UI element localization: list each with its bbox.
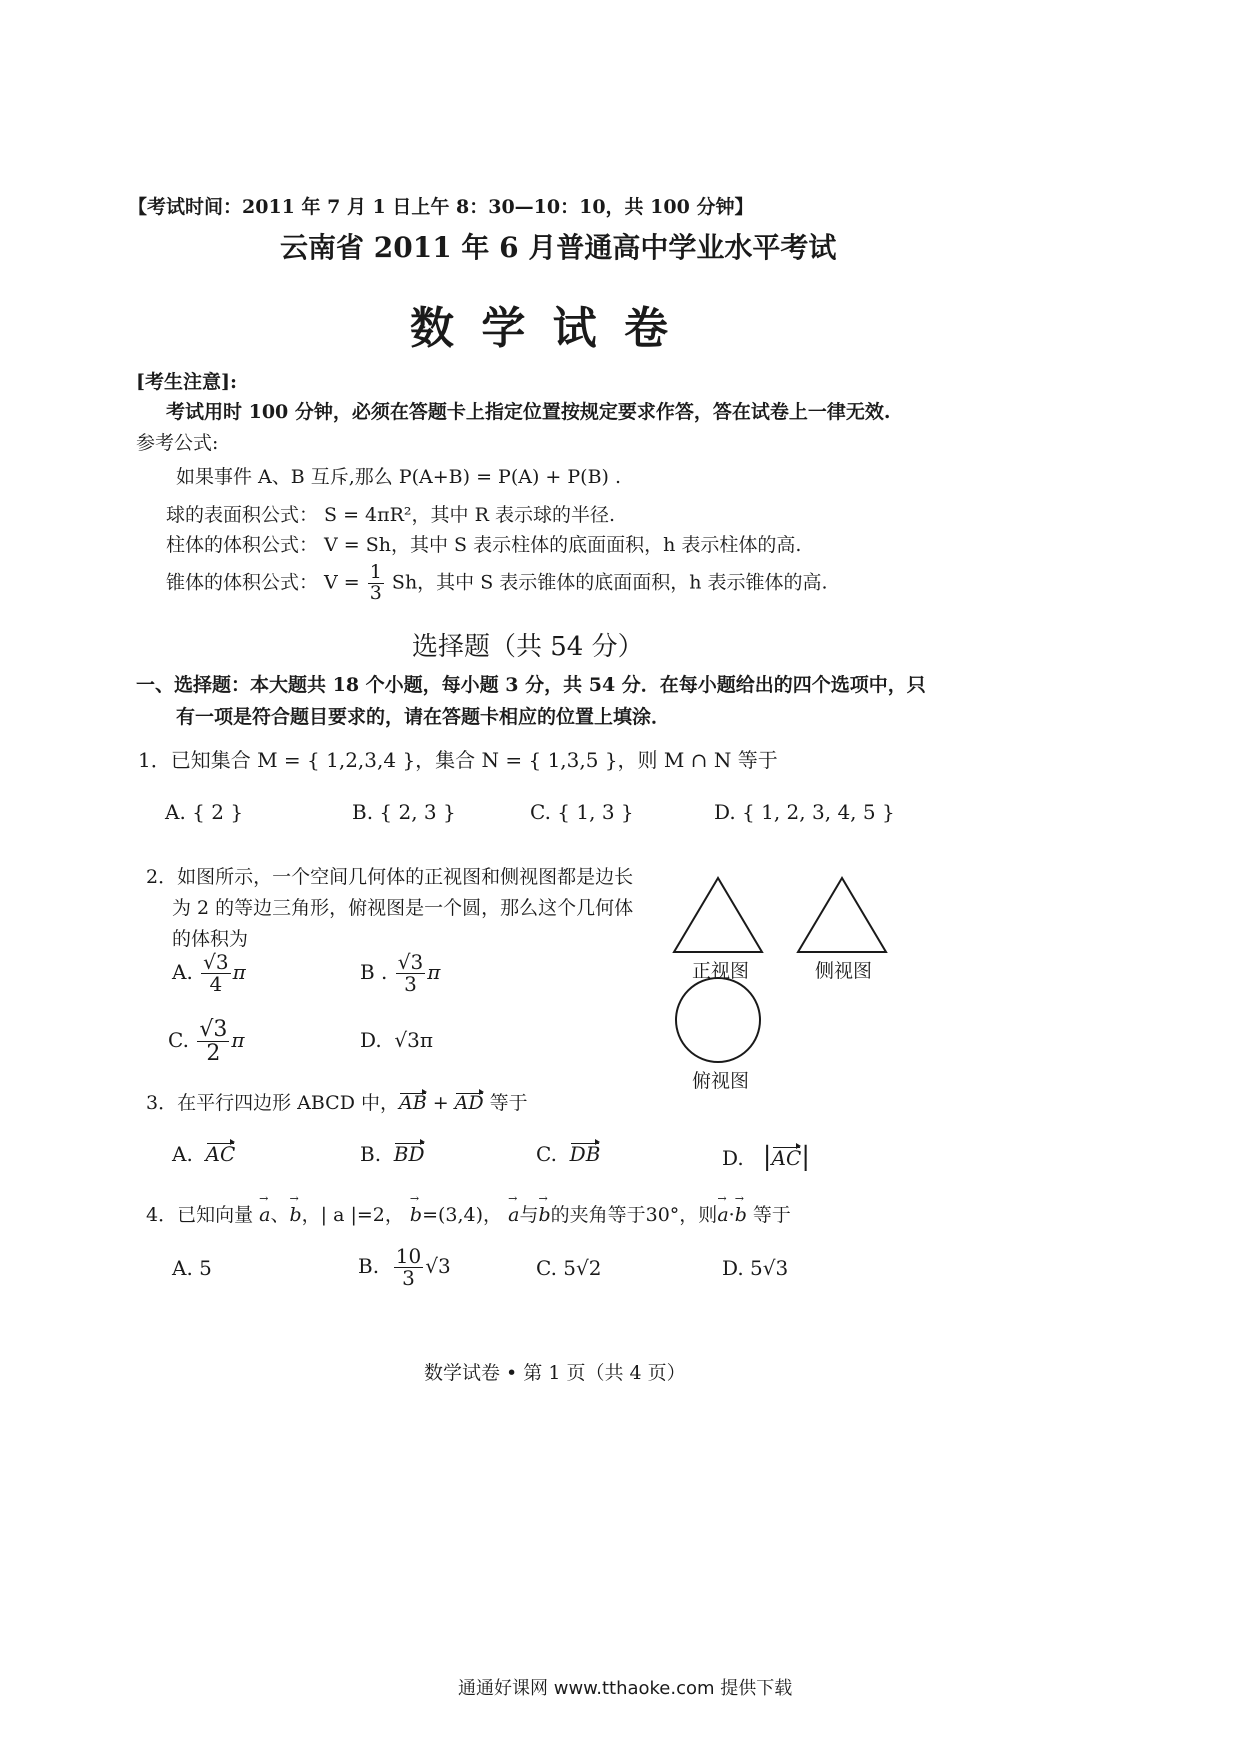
exam-time: 【考试时间：2011 年 7 月 1 日上午 8：30—10：10，共 100 分钟】 xyxy=(128,196,754,218)
formula-mutually-exclusive: 如果事件 A、B 互斥,那么 P(A+B) = P(A) + P(B) . xyxy=(176,466,622,488)
subject-title: 数 学 试 卷 xyxy=(410,303,674,354)
q3-stem: 3．在平行四边形 ABCD 中，AB + AD 等于 xyxy=(146,1092,528,1114)
section-instruction-2: 有一项是符合题目要求的，请在答题卡相应的位置上填涂． xyxy=(176,706,671,728)
q2-option-d: D. √3π xyxy=(360,1028,434,1052)
q2-option-b: B . $\frac{√3}{3}$ π xyxy=(360,950,441,996)
q3-option-b: B. BD xyxy=(360,1142,425,1166)
q1-stem: 1．已知集合 M = { 1,2,3,4 }，集合 N = { 1,3,5 }，则 M ∩ N 等于 xyxy=(138,748,778,772)
q4-stem: 4．已知向量 → a、→ b，| a |=2， → b=(3,4)， → a与→ b的夹角等于30°，则→ a·→ b 等于 xyxy=(146,1200,791,1227)
exam-title: 云南省 2011 年 6 月普通高中学业水平考试 xyxy=(280,231,837,264)
q1-option-c: C. { 1, 3 } xyxy=(530,800,634,824)
formula-label: 参考公式: xyxy=(136,432,219,454)
q4-option-b: B. $\frac{10}{3}$ √3 xyxy=(358,1244,451,1290)
q3-option-a: A. AC xyxy=(172,1142,236,1166)
q3-option-d: D. |AC| xyxy=(722,1142,811,1172)
q4-option-d: D. 5√3 xyxy=(722,1256,789,1280)
q4-option-a: A. 5 xyxy=(172,1256,212,1280)
vector-ab: AB xyxy=(398,1092,427,1114)
section-title: 选择题（共 54 分） xyxy=(412,632,644,662)
vector-ad: AD xyxy=(454,1092,484,1114)
q2-option-c: C. $\frac{√3}{2}$ π xyxy=(168,1017,245,1067)
fraction-one-third: $\frac{1}{3}$ xyxy=(369,561,382,604)
notice-text: 考试用时 100 分钟，必须在答题卡上指定位置按规定要求作答，答在试卷上一律无效. xyxy=(166,401,891,423)
front-view-triangle xyxy=(674,878,762,952)
side-view-triangle xyxy=(798,878,886,952)
vector-a: → a xyxy=(259,1200,270,1226)
q2-stem-line1: 2．如图所示，一个空间几何体的正视图和侧视图都是边长 xyxy=(146,866,634,888)
q2-stem-line3: 的体积为 xyxy=(172,928,249,950)
watermark-source: 通通好课网 www.tthaoke.com 提供下载 xyxy=(458,1678,793,1699)
side-view-label: 侧视图 xyxy=(815,960,873,982)
notice-label: [考生注意]: xyxy=(136,371,237,393)
q4-option-c: C. 5√2 xyxy=(536,1256,602,1280)
section-instruction-1: 一、选择题：本大题共 18 个小题，每小题 3 分，共 54 分．在每小题给出的四个选项中，只 xyxy=(136,674,926,696)
q1-option-b: B. { 2, 3 } xyxy=(352,800,456,824)
vector-b: → b xyxy=(289,1200,301,1226)
formula-cone-volume xyxy=(166,563,828,604)
q2-option-a: A. $\frac{√3}{4}$ π xyxy=(172,950,246,996)
formula4-prefix: 锥体的体积公式： V = xyxy=(166,571,360,594)
q3-option-c: C. DB xyxy=(536,1142,601,1166)
q1-option-d: D. { 1, 2, 3, 4, 5 } xyxy=(714,800,895,824)
q2-stem-line2: 为 2 的等边三角形，俯视图是一个圆，那么这个几何体 xyxy=(172,897,634,919)
formula-prism-volume: 柱体的体积公式： V = Sh，其中 S 表示柱体的底面面积，h 表示柱体的高. xyxy=(166,534,802,556)
formula4-suffix: Sh，其中 S 表示锥体的底面面积，h 表示锥体的高. xyxy=(391,571,828,594)
top-view-label: 俯视图 xyxy=(692,1070,750,1092)
formula-sphere-area: 球的表面积公式： S = 4πR²，其中 R 表示球的半径. xyxy=(166,504,615,526)
page-number: 数学试卷 • 第 1 页（共 4 页） xyxy=(424,1362,686,1384)
top-view-circle xyxy=(676,978,760,1062)
q1-option-a: A. { 2 } xyxy=(165,800,244,824)
front-view-label: 正视图 xyxy=(692,960,750,982)
